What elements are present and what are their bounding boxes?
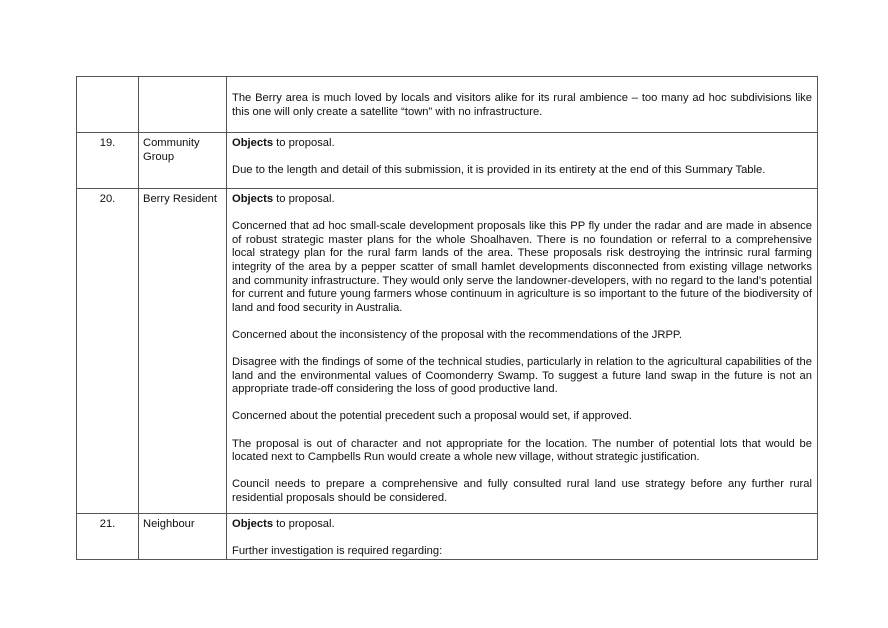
submitter-type: Neighbour <box>139 513 227 560</box>
table-row <box>77 133 818 189</box>
submission-comments <box>227 513 818 560</box>
comment-paragraph: Due to the length and detail of this submission, it is provided in its entirety at the end of this Summary Table. <box>232 164 766 177</box>
submission-number: 21. <box>77 513 139 560</box>
comment-paragraph: Concerned that ad hoc small-scale development proposals like this PP fly under the radar and are made in absence of robust strategic master plans for the whole Shoalhaven. There is no foundation or referral to a comprehensive local strategy plan for the rural farm lands of the area. These proposals risk destroying the intrinsic rural farming integrity of the area by a pepper scatter of small hamlet developments disconnected from existing village networks and community infrastructure. They would only serve the landowner-developers, with no regard to the land’s potential for current and future young farmers whose continuum in agriculture is so important to the future of the biodiversity of land and food security in Australia. <box>232 220 812 314</box>
comment-paragraph: Council needs to prepare a comprehensive and fully consulted rural land use strategy before any further rural residential proposals should be considered. <box>232 478 812 505</box>
submitter-type <box>139 77 227 133</box>
submission-number <box>77 77 139 133</box>
objection-statement <box>232 193 812 207</box>
comment-paragraph: Concerned about the potential precedent such a proposal would set, if approved. <box>232 410 632 423</box>
submission-comments <box>227 188 818 513</box>
objects-label: Objects <box>232 137 274 150</box>
objects-text: to proposal. <box>273 192 335 205</box>
submission-number: 20. <box>77 188 139 513</box>
objects-label: Objects <box>232 517 274 530</box>
comment-paragraph: Disagree with the findings of some of the technical studies, particularly in relation to the agricultural capabilities of the land and the environmental values of Coomonderry Swamp. To suggest a future land swap in the future is not an appropriate trade-off considering the loss of good productive land. <box>232 356 812 396</box>
comment-paragraph: Further investigation is required regarding: <box>232 544 443 557</box>
comment-paragraph: The Berry area is much loved by locals and visitors alike for its rural ambience – too many ad hoc subdivisions like this one will only create a satellite “town” with no infrastructure. <box>232 92 812 118</box>
objects-text: to proposal. <box>273 137 335 150</box>
submission-number: 19. <box>77 133 139 189</box>
submission-comments <box>227 77 818 133</box>
submitter-type: Berry Resident <box>139 188 227 513</box>
submission-comments <box>227 133 818 189</box>
objection-statement <box>232 137 812 151</box>
objection-statement <box>232 518 812 532</box>
objects-label: Objects <box>232 192 274 205</box>
table-row <box>77 77 818 133</box>
table-row <box>77 188 818 513</box>
comment-paragraph: Concerned about the inconsistency of the proposal with the recommendations of the JRPP. <box>232 328 683 341</box>
table-row <box>77 513 818 560</box>
submission-summary-table <box>76 76 818 560</box>
objects-text: to proposal. <box>273 517 335 530</box>
comment-paragraph: The proposal is out of character and not appropriate for the location. The number of potential lots that would be located next to Campbells Run would create a whole new village, without strategic justification. <box>232 437 812 464</box>
submitter-type: Community Group <box>139 133 227 189</box>
